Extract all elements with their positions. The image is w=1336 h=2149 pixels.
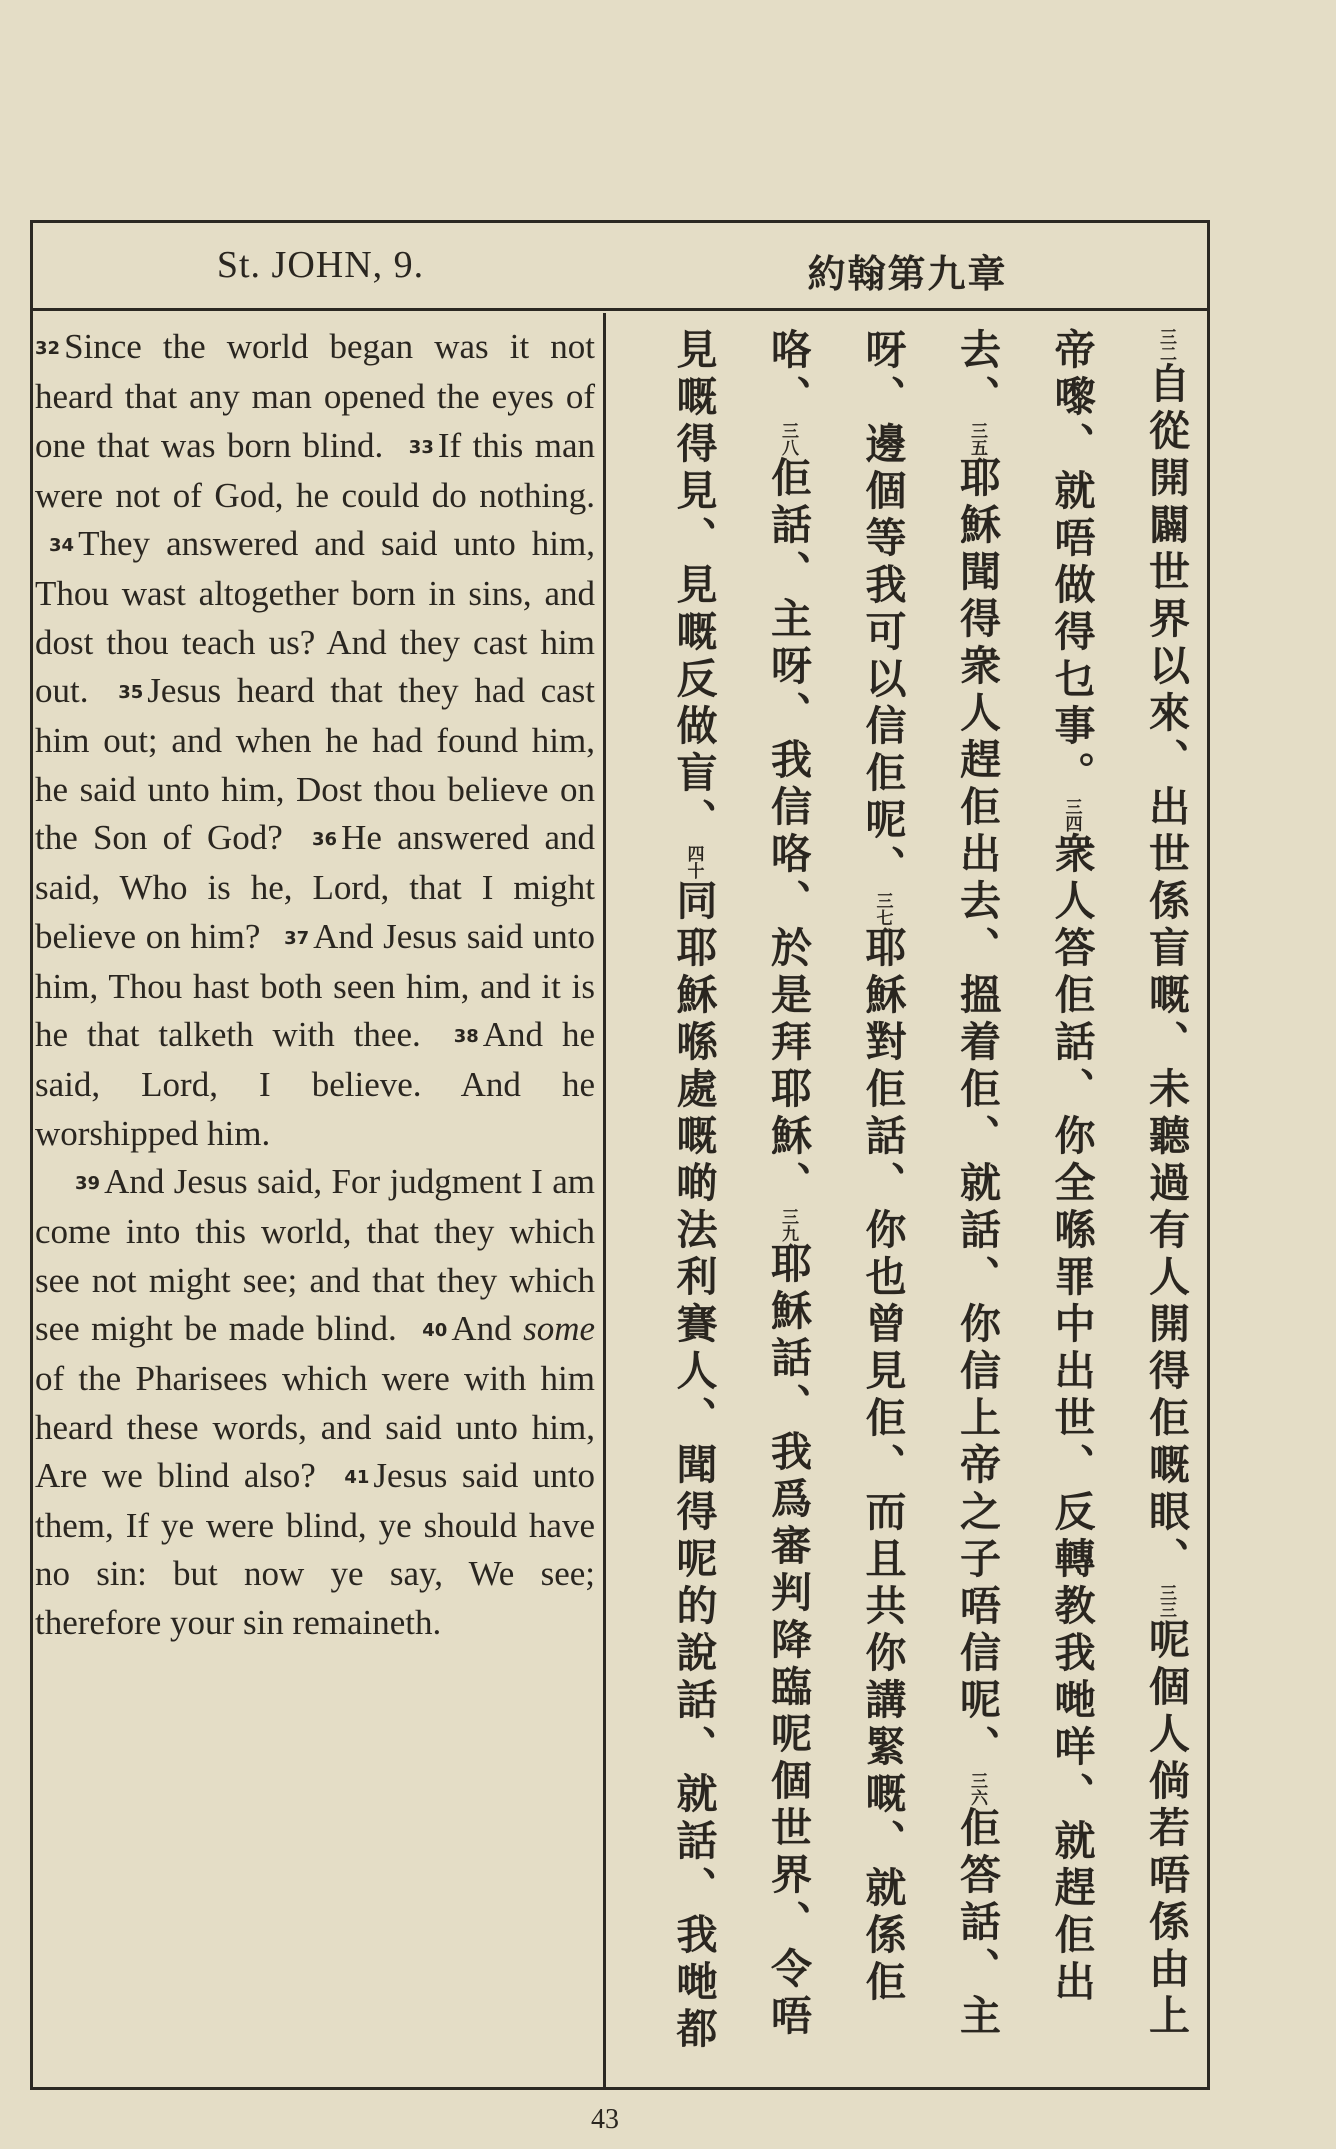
verse-text: of the Pharisees which were with him heard these words, and said unto him, Are we blind also? [35, 1359, 595, 1495]
chinese-column [648, 328, 1213, 2068]
verse-text: 耶穌對佢話、你也曾見佢、而且共你講緊嘅、就係佢咯、 [764, 328, 907, 2007]
verse-text: Since the world began was it not heard that any man opened the eyes of one that was born blind. [35, 327, 595, 465]
verse-text: And [451, 1308, 512, 1348]
verse-text: 自從開闢世界以來、出世係盲嘅、未聽過有人開得佢嘅眼、 [1142, 362, 1190, 1584]
paragraph [35, 1158, 595, 1647]
verse-text: 呢個人倘若唔係由上帝嚟、就唔做得乜事。 [1047, 328, 1190, 2041]
verse-number: 四十 [683, 845, 704, 879]
running-header [33, 223, 1207, 311]
english-running-title: St. JOHN, 9. [216, 244, 425, 286]
verse-number: 40 [422, 1319, 448, 1341]
verse-number: 三六 [967, 1772, 987, 1806]
chinese-running-title: 約翰第九章 [807, 252, 1008, 296]
page-frame [30, 220, 1210, 2090]
italic-word: some [523, 1308, 596, 1348]
verse-number: 三五 [967, 422, 987, 456]
verse-number: 39 [75, 1173, 101, 1195]
verse-text: 耶穌話、我爲審判降臨呢個世界、令唔見嘅得見、見嘅反做盲、 [669, 328, 812, 2041]
verse-text: He answered and said, Who is he, Lord, that I might believe on him? [35, 817, 595, 956]
verse-text: And he said, Lord, I believe. And he worshipped him. [35, 1015, 596, 1153]
verse-number: 35 [118, 682, 144, 704]
page-number: 43 [591, 2104, 619, 2135]
verse-number: 三三 [1156, 1584, 1176, 1618]
verse-number: 三二 [1156, 328, 1176, 362]
verse-number: 三九 [778, 1208, 798, 1242]
verse-number: 36 [312, 828, 338, 850]
verse-number: 三七 [872, 892, 893, 926]
verse-text: 耶穌聞得衆人趕佢出去、搵着佢、就話、你信上帝之子唔信呢、 [953, 456, 1001, 1772]
english-column [35, 323, 595, 1647]
verse-number: 三四 [1061, 798, 1082, 832]
verse-text: Jesus heard that they had cast him out; and when he had found him, he said unto him, Dost thou believe on the Son of God? [35, 671, 596, 857]
verse-number: 33 [408, 436, 434, 458]
verse-number: 41 [344, 1466, 370, 1488]
verse-text: 同耶穌喺處嘅啲法利賽人、聞得呢的說話、就話、我哋都 [669, 879, 718, 2054]
verse-text: 衆人答佢話、你全喺罪中出世、反轉教我哋咩、就趕佢出去、 [953, 328, 1096, 2007]
verse-text: And Jesus said, For judgment I am come into this world, that they which see not might see; and that they which see might be made blind. [35, 1162, 595, 1348]
verse-number: 三八 [778, 422, 798, 456]
verse-text: 佢答話、主呀、邊個等我可以信佢呢、 [858, 328, 1001, 2041]
verse-text: If this man were not of God, he could do nothing. [35, 425, 595, 515]
verse-text: And Jesus said unto him, Thou hast both seen him, and it is he that talketh with thee. [35, 916, 595, 1055]
verse-text: Jesus said unto them, If ye were blind, ye should have no sin: but now ye say, We see; therefore your sin remaineth. [35, 1455, 596, 1642]
verse-number: 37 [284, 927, 310, 949]
verse-number: 34 [49, 535, 75, 557]
verse-number: 38 [453, 1026, 479, 1048]
verse-number: 32 [35, 338, 61, 359]
column-divider [603, 313, 606, 2087]
verse-text: 佢話、主呀、我信咯、於是拜耶穌、 [764, 456, 812, 1208]
verse-text: They answered and said unto him, Thou wast altogether born in sins, and dost thou teach us? And they cast him out. [35, 524, 595, 711]
